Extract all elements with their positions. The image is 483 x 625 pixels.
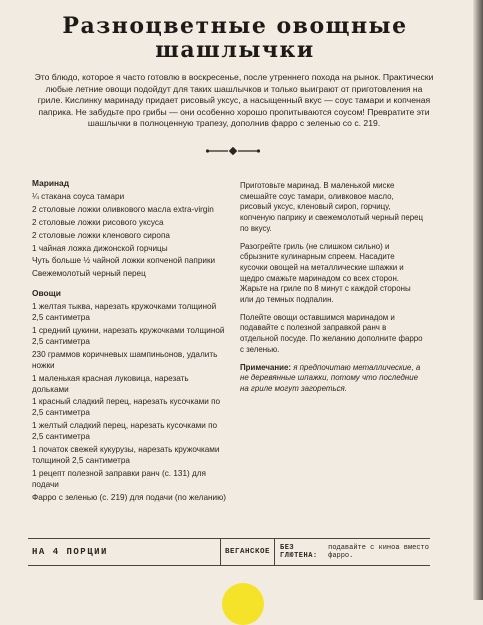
servings-label: НА 4 ПОРЦИИ [32,547,108,557]
instruction-step: Разогрейте гриль (не слишком сильно) и сбрызните кулинарным спреем. Насадите кусочки овощей на металлические шпажки и щедро смажьте маринадом со всех сторон. Жарьте на гриле по 8 минут с каждой стороны или до темных подпалин. [240,241,411,305]
ingredient-item: Чуть больше ½ чайной ложки копченой паприки [32,256,216,266]
instruction-step: Приготовьте маринад. В маленькой миске смешайте соус тамари, оливковое масло, рисовый уксус, кленовый сироп, горчицу, копченую паприку и свежемолотый черный перец по вкусу. [240,181,424,233]
ingredient-item: 2 столовые ложки рисового уксуса [32,217,164,227]
recipe-note [240,363,424,395]
ingredient-item: 1 маленькая красная луковица, нарезать дольками [32,373,189,394]
recipe-footer [28,538,430,566]
divider-ornament-icon [206,147,260,155]
ingredient-item: ¼ стакана соуса тамари [32,191,125,201]
vegan-badge: ВЕГАНСКОЕ [220,539,274,565]
marinade-list [32,192,227,280]
instructions-column [240,181,424,402]
ingredient-item: 1 красный сладкий перец, нарезать кусочками по 2,5 сантиметра [32,397,221,418]
note-text: я предпочитаю металлические, а не деревянные шпажки, потому что последние на гриле могут загореться. [240,362,421,393]
gluten-free-text: подавайте с киноа вместо фарро. [328,544,429,560]
recipe-intro: Это блюдо, которое я часто готовлю в воскресенье, после утреннего похода на рынок. Практически любые летние овощи подойдут для таких шашлычков и только выиграют от приготовления на гриле. Кислинку маринаду придает рисовый уксус, а насыщенный вкус — соус тамари и копченая паприка. Не забудьте про грибы — они особенно хорошо пропитываются соусом! Превратите эти шашлычки в полноценную трапезу, дополнив фарро с зеленью со с. 219. [34,72,434,129]
ingredient-item: 1 желтый сладкий перец, нарезать кусочками по 2,5 сантиметра [32,421,218,442]
ingredient-item: 1 рецепт полезной заправки ранч (с. 131) для подачи [32,468,206,489]
note-label: Примечание: [240,362,291,372]
ingredient-item: 1 желтая тыква, нарезать кружочками толщиной 2,5 сантиметра [32,302,217,323]
vegetables-heading: Овощи [32,288,61,299]
ingredient-item: 1 чайная ложка дижонской горчицы [32,243,168,253]
ingredients-column [32,178,227,506]
gluten-free-label: БЕЗ ГЛЮТЕНА: [280,544,318,560]
ingredient-item: 2 столовые ложки кленового сиропа [32,230,170,240]
ingredient-item: 1 початок свежей кукурузы, нарезать кружочками толщиной 2,5 сантиметра [32,445,220,465]
marinade-heading: Маринад [32,178,70,188]
recipe-title: Разноцветные овощные шашлычки [62,13,408,63]
instruction-step: Полейте овощи оставшимся маринадом и подавайте с полезной заправкой ранч в отдельной посуде. По желанию дополните фарро с зеленью. [240,312,423,354]
ingredient-item: 1 средний цукини, нарезать кружочками толщиной 2,5 сантиметра [32,325,225,346]
ingredient-item: Фарро с зеленью (с. 219) для подачи (по желанию) [32,492,226,502]
gluten-free-note [274,539,430,565]
page-marker-dot [222,583,264,625]
vegetables-list [32,302,227,503]
page-edge-shadow [473,0,483,600]
ingredient-item: Свежемолотый черный перец [32,269,146,279]
ingredient-item: 2 столовые ложки оливкового масла extra-virgin [32,204,214,214]
ingredient-item: 230 граммов коричневых шампиньонов, удалить ножки [32,349,218,370]
